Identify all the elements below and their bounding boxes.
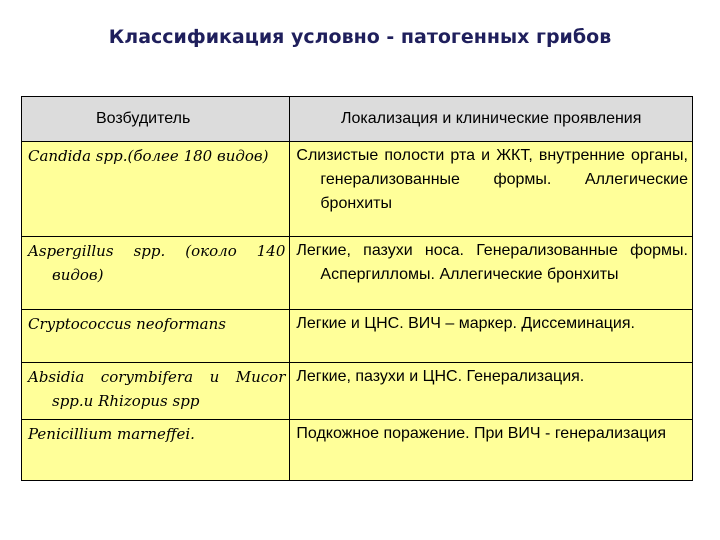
manifestation-cell <box>290 237 693 310</box>
manifestation-text: Легкие, пазухи носа. Генерализованные формы. Аспергилломы. Аллегические бронхиты <box>296 242 688 283</box>
table-row <box>22 363 693 420</box>
manifestation-text: Подкожное поражение. При ВИЧ - генерализация <box>296 425 666 442</box>
manifestation-cell <box>290 310 693 363</box>
manifestation-text: Легкие, пазухи и ЦНС. Генерализация. <box>296 368 585 385</box>
manifestation-cell <box>290 363 693 420</box>
pathogen-name: Aspergillus spp. (около 140 видов) <box>28 242 286 284</box>
pathogen-name: Candida spp.(более 180 видов) <box>28 147 269 165</box>
table-row <box>22 310 693 363</box>
page-title: Классификация условно - патогенных грибов <box>108 26 612 48</box>
manifestation-text: Легкие и ЦНС. ВИЧ – маркер. Диссеминация. <box>296 315 635 332</box>
table-row <box>22 420 693 481</box>
manifestation-cell <box>290 142 693 237</box>
table-row <box>22 237 693 310</box>
classification-table <box>21 96 693 481</box>
manifestation-cell <box>290 420 693 481</box>
pathogen-cell <box>22 310 290 363</box>
column-header-pathogen: Возбудитель <box>22 97 290 142</box>
pathogen-name: Penicillium marneffei. <box>28 425 195 443</box>
column-header-manifestation: Локализация и клинические проявления <box>290 97 693 142</box>
table-header-row <box>22 97 693 142</box>
pathogen-cell <box>22 420 290 481</box>
pathogen-cell <box>22 237 290 310</box>
table-row <box>22 142 693 237</box>
manifestation-text: Слизистые полости рта и ЖКТ, внутренние органы, генерализованные формы. Аллегические бронхиты <box>296 147 688 212</box>
pathogen-name: Absidia corymbifera и Mucor spp.и Rhizopus spp <box>28 368 286 410</box>
pathogen-name: Cryptococcus neoformans <box>28 315 226 333</box>
pathogen-cell <box>22 142 290 237</box>
pathogen-cell <box>22 363 290 420</box>
